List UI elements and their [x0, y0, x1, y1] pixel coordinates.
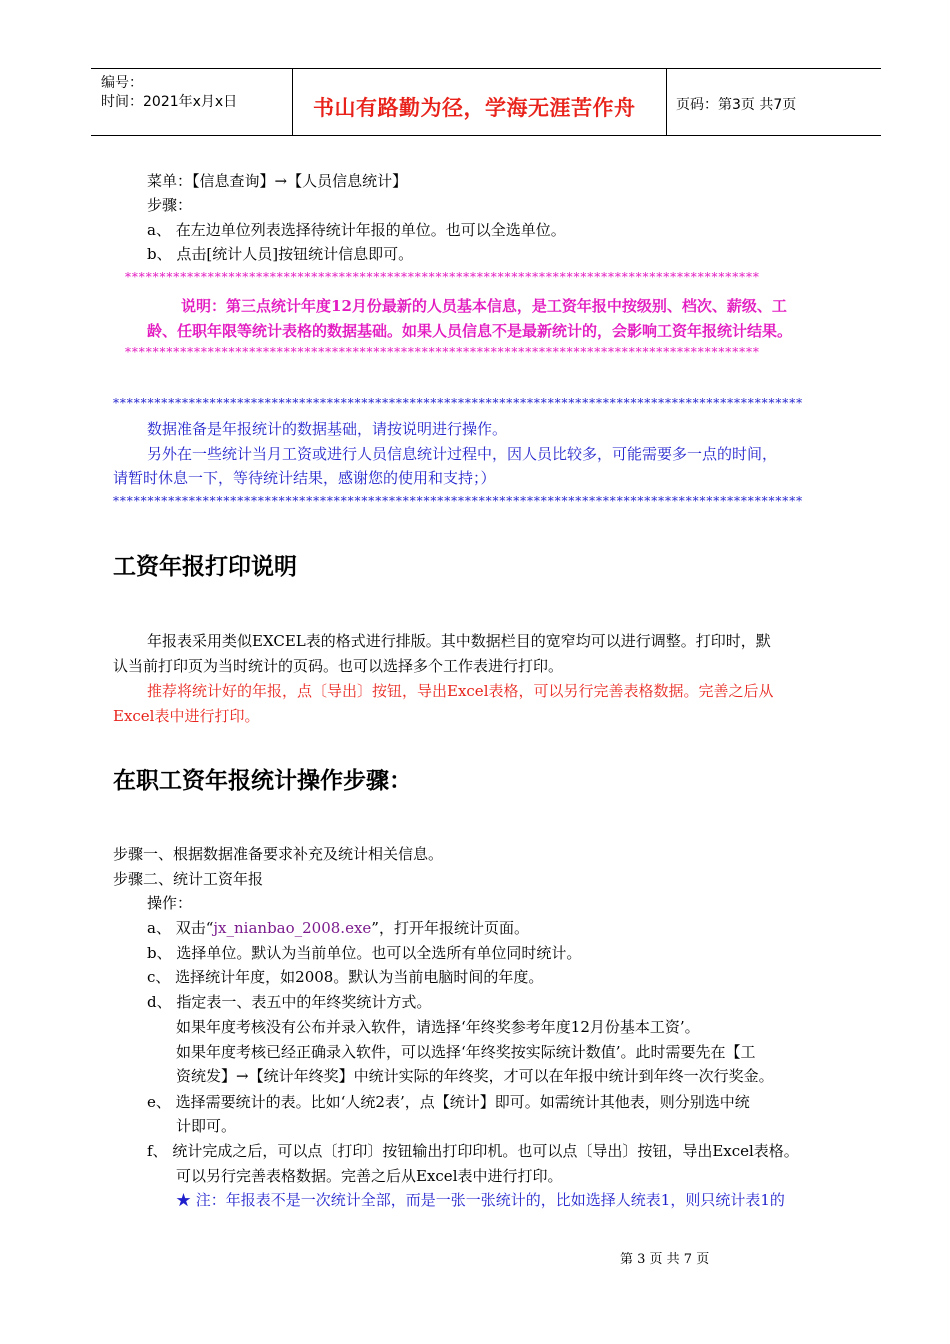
- op-a: [147, 919, 529, 937]
- menu-path: 菜单：【信息查询】→【人员信息统计】: [147, 172, 408, 190]
- header-rule-top: [91, 68, 881, 69]
- info-line-2: 另外在一些统计当月工资或进行人员信息统计过程中，因人员比较多，可能需要多一点的时间，: [147, 445, 778, 463]
- step-a: a、 在左边单位列表选择待统计年报的单位。也可以全选单位。: [147, 221, 566, 239]
- op-e-line-2: 计即可。: [176, 1117, 237, 1135]
- note-line-2: 龄、任职年限等统计表格的数据基础。如果人员信息不是最新统计的，会影响工资年报统计结果。: [147, 322, 793, 340]
- op-a-suffix: ”，打开年报统计页面。: [371, 919, 529, 937]
- op-note: ★ 注：年报表不是一次统计全部，而是一张一张统计的，比如选择人统表1，则只统计表1的: [176, 1191, 785, 1209]
- info-stars-top: ****************************************************************************************************: [113, 396, 803, 410]
- op-b: b、 选择单位。默认为当前单位。也可以全选所有单位同时统计。: [147, 944, 582, 962]
- header-time-label: 时间：2021年x月x日: [101, 94, 238, 110]
- info-line-3: 请暂时休息一下，等待统计结果，感谢您的使用和支持；）: [113, 469, 496, 487]
- note-stars-top: ********************************************************************************************: [125, 270, 760, 284]
- op-d-line-3: 如果年度考核已经正确录入软件，可以选择‘年终奖按实际统计数值’。此时需要先在【工: [176, 1043, 756, 1061]
- info-line-1: 数据准备是年报统计的数据基础，请按说明进行操作。: [147, 420, 508, 438]
- print-para-2-line-1: 推荐将统计好的年报，点〔导出〕按钮，导出Excel表格，可以另行完善表格数据。完善之后从: [147, 682, 774, 700]
- print-para-1-line-2: 认当前打印页为当时统计的页码。也可以选择多个工作表进行打印。: [113, 657, 564, 675]
- header-number-label: 编号：: [101, 75, 143, 91]
- header-rule-bottom: [91, 135, 881, 136]
- header-divider-right: [666, 68, 667, 136]
- op-f: f、 统计完成之后，可以点〔打印〕按钮输出打印印机。也可以点〔导出〕按钮，导出Excel表格。: [147, 1142, 799, 1160]
- op-c: c、 选择统计年度，如2008。默认为当前电脑时间的年度。: [147, 968, 544, 986]
- footer-page-number: 第 3 页 共 7 页: [620, 1252, 710, 1267]
- note-stars-bottom: ********************************************************************************************: [125, 345, 760, 359]
- steps-section-title: 在职工资年报统计操作步骤：: [113, 768, 412, 794]
- op-a-prefix: a、 双击“: [147, 919, 214, 937]
- header-page-label: 页码：第3页 共7页: [676, 97, 797, 113]
- print-para-2-line-2: Excel表中进行打印。: [113, 707, 260, 725]
- info-stars-bottom: ****************************************************************************************************: [113, 494, 803, 508]
- header-motto: 书山有路勤为径，学海无涯苦作舟: [313, 95, 636, 120]
- op-f-line-2: 可以另行完善表格数据。完善之后从Excel表中进行打印。: [176, 1167, 563, 1185]
- header-divider-left: [292, 68, 293, 136]
- print-para-1-line-1: 年报表采用类似EXCEL表的格式进行排版。其中数据栏目的宽窄均可以进行调整。打印时，默: [147, 632, 771, 650]
- op-e: e、 选择需要统计的表。比如‘人统2表’，点【统计】即可。如需统计其他表，则分别选中统: [147, 1093, 750, 1111]
- op-d: d、 指定表一、表五中的年终奖统计方式。: [147, 993, 432, 1011]
- op-a-filename: jx_nianbao_2008.exe: [213, 919, 372, 937]
- step-b: b、 点击[统计人员]按钮统计信息即可。: [147, 245, 414, 263]
- op-d-line-4: 资统发】→【统计年终奖】中统计实际的年终奖，才可以在年报中统计到年终一次行奖金。: [176, 1067, 774, 1085]
- print-section-title: 工资年报打印说明: [113, 554, 297, 580]
- steps-label: 步骤：: [147, 196, 193, 214]
- note-line-1: 说明：第三点统计年度12月份最新的人员基本信息，是工资年报中按级别、档次、薪级、工: [181, 297, 787, 315]
- operations-label: 操作：: [147, 894, 193, 912]
- step-1: 步骤一、根据数据准备要求补充及统计相关信息。: [113, 845, 444, 863]
- op-d-line-2: 如果年度考核没有公布并录入软件，请选择‘年终奖参考年度12月份基本工资’。: [176, 1018, 700, 1036]
- step-2: 步骤二、统计工资年报: [113, 870, 264, 888]
